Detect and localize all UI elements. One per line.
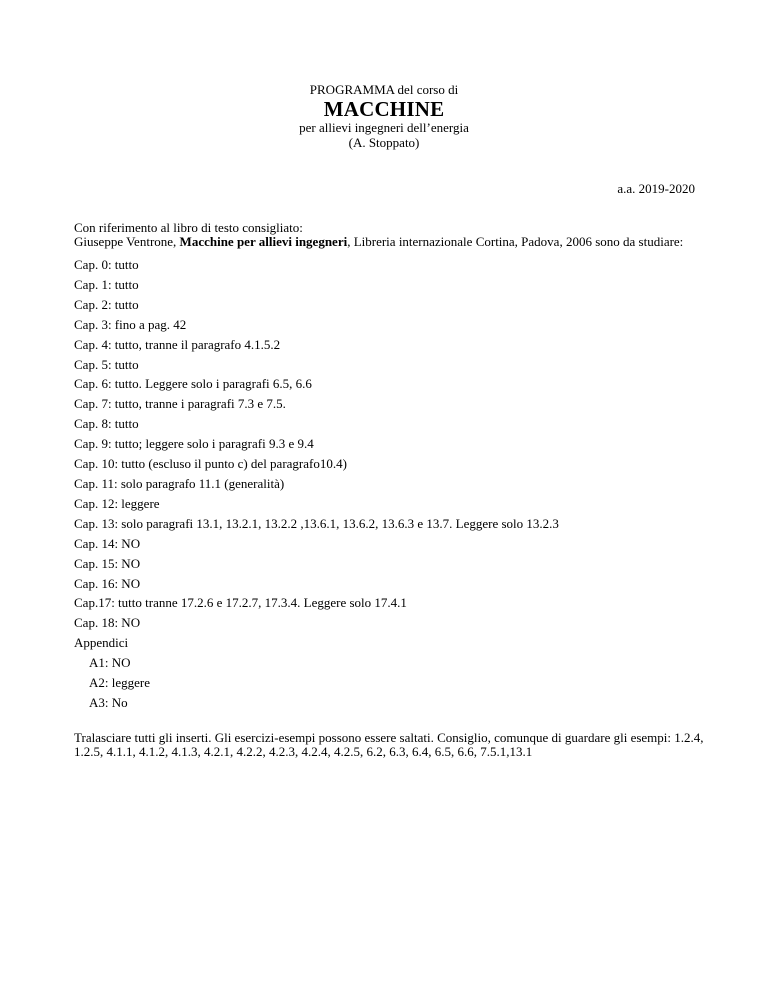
appendix-item: A3: No <box>89 694 128 710</box>
chapter-item: Cap. 8: tutto <box>74 416 139 432</box>
chapter-item: Cap. 11: solo paragrafo 11.1 (generalità) <box>74 475 285 491</box>
chapter-item: Cap. 3: fino a pag. 42 <box>74 316 187 332</box>
appendix-label: Appendici <box>74 635 129 651</box>
appendix-item: A2: leggere <box>89 675 151 691</box>
chapter-item: Cap. 13: solo paragrafi 13.1, 13.2.1, 13.2.2 ,13.6.1, 13.6.2, 13.6.3 e 13.7. Leggere solo 13.2.3 <box>74 515 559 531</box>
chapter-item: Cap. 6: tutto. Leggere solo i paragrafi 6.5, 6.6 <box>74 376 312 392</box>
document-body <box>74 221 704 759</box>
appendix-item: A1: NO <box>89 655 131 671</box>
chapter-item: Cap. 16: NO <box>74 575 141 591</box>
chapter-item: Cap. 1: tutto <box>74 276 139 292</box>
book-title: Macchine per allievi ingegneri <box>179 234 348 249</box>
intro-paragraph <box>74 221 704 249</box>
chapter-item: Cap.17: tutto tranne 17.2.6 e 17.2.7, 17.3.4. Leggere solo 17.4.1 <box>74 595 407 611</box>
teacher-name: (A. Stoppato) <box>348 135 420 150</box>
chapter-item: Cap. 12: leggere <box>74 495 160 511</box>
chapter-item: Cap. 5: tutto <box>74 356 139 372</box>
chapter-item: Cap. 15: NO <box>74 555 141 571</box>
course-subtitle: per allievi ingegneri dell’energia <box>299 120 469 135</box>
chapter-list <box>74 255 704 713</box>
chapter-item: Cap. 10: tutto (escluso il punto c) del paragrafo10.4) <box>74 456 347 472</box>
closing-note: Tralasciare tutti gli inserti. Gli esercizi-esempi possono essere saltati. Consiglio, comunque di guardare gli esempi: 1.2.4, 1.2.5, 4.1.1, 4.1.2, 4.1.3, 4.2.1, 4.2.2, 4.2.3, 4.2.4, 4.2.5, 6.2, 6.3, 6.4, 6.5, 6.6, 7.5.1,13.1 <box>74 729 704 759</box>
course-title: MACCHINE <box>323 97 445 121</box>
chapter-item: Cap. 18: NO <box>74 615 141 631</box>
book-reference <box>74 235 704 249</box>
book-publisher: , Libreria internazionale Cortina, Padova, 2006 sono da studiare: <box>347 234 684 249</box>
chapter-item: Cap. 9: tutto; leggere solo i paragrafi 9.3 e 9.4 <box>74 436 314 452</box>
chapter-item: Cap. 2: tutto <box>74 296 139 312</box>
pre-title: PROGRAMMA del corso di <box>309 82 459 97</box>
academic-year: a.a. 2019-2020 <box>617 181 695 196</box>
document-header <box>0 82 768 150</box>
intro-line: Con riferimento al libro di testo consigliato: <box>74 220 303 235</box>
chapter-item: Cap. 7: tutto, tranne i paragrafi 7.3 e 7.5. <box>74 396 286 412</box>
chapter-item: Cap. 4: tutto, tranne il paragrafo 4.1.5.2 <box>74 336 281 352</box>
chapter-item: Cap. 0: tutto <box>74 257 139 272</box>
chapter-item: Cap. 14: NO <box>74 535 141 551</box>
book-author: Giuseppe Ventrone, <box>74 234 180 249</box>
